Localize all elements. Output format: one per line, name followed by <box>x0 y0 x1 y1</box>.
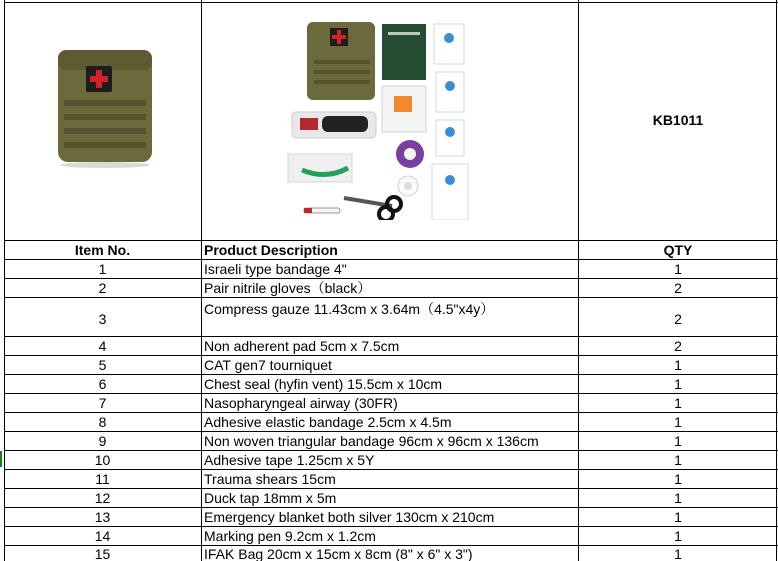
item-number: 5 <box>98 357 107 373</box>
item-description: Nasopharyngeal airway (30FR) <box>204 395 398 411</box>
item-qty: 1 <box>674 509 682 525</box>
table-header-row <box>0 241 778 259</box>
table-row <box>0 394 778 412</box>
item-description: Duck tap 18mm x 5m <box>204 490 337 506</box>
item-qty: 1 <box>674 414 682 430</box>
header-description: Product Description <box>204 242 338 258</box>
item-description: Emergency blanket both silver 130cm x 210cm <box>204 509 495 525</box>
table-row <box>0 298 778 336</box>
item-number: 8 <box>98 414 107 430</box>
item-qty: 1 <box>674 490 682 506</box>
table-row <box>0 470 778 488</box>
item-qty: 1 <box>674 261 682 277</box>
item-number: 7 <box>98 395 107 411</box>
item-number: 14 <box>94 528 111 544</box>
item-description: Compress gauze 11.43cm x 3.64m（4.5"x4y） <box>204 301 495 317</box>
item-qty: 2 <box>674 280 682 296</box>
item-number: 9 <box>98 433 107 449</box>
pouch-photo <box>50 40 160 170</box>
item-description: Israeli type bandage 4" <box>204 261 347 277</box>
kit-contents-photo <box>282 20 482 220</box>
table-row <box>0 451 778 469</box>
item-description: Chest seal (hyfin vent) 15.5cm x 10cm <box>204 376 443 392</box>
item-description: Pair nitrile gloves（black） <box>204 280 372 296</box>
table-row <box>0 527 778 545</box>
item-description: Marking pen 9.2cm x 1.2cm <box>204 528 376 544</box>
item-description: Non woven triangular bandage 96cm x 96cm x 136cm <box>204 433 539 449</box>
item-number: 13 <box>94 509 111 525</box>
item-qty: 1 <box>674 395 682 411</box>
item-number: 6 <box>98 376 107 392</box>
table-row <box>0 432 778 450</box>
item-description: IFAK Bag 20cm x 15cm x 8cm (8" x 6" x 3") <box>204 546 473 561</box>
item-description: Non adherent pad 5cm x 7.5cm <box>204 338 400 354</box>
table-row <box>0 546 778 561</box>
item-number: 3 <box>98 311 107 327</box>
item-qty: 1 <box>674 546 682 561</box>
table-row <box>0 508 778 526</box>
item-qty: 1 <box>674 357 682 373</box>
item-description: Adhesive tape 1.25cm x 5Y <box>204 452 375 468</box>
table-row <box>0 337 778 355</box>
item-number: 11 <box>95 471 110 487</box>
item-number: 4 <box>98 338 107 354</box>
item-qty: 1 <box>674 433 682 449</box>
table-row <box>0 260 778 278</box>
item-number: 2 <box>98 280 107 296</box>
item-qty: 1 <box>674 471 682 487</box>
cell-selection-marker <box>0 451 2 467</box>
item-number: 1 <box>98 261 107 277</box>
product-code: KB1011 <box>652 112 704 128</box>
item-qty: 1 <box>674 376 682 392</box>
table-row <box>0 489 778 507</box>
item-description: CAT gen7 tourniquet <box>204 357 332 373</box>
item-qty: 1 <box>674 528 682 544</box>
table-row <box>0 413 778 431</box>
item-qty: 2 <box>674 311 682 327</box>
item-description: Adhesive elastic bandage 2.5cm x 4.5m <box>204 414 452 430</box>
table-row <box>0 356 778 374</box>
item-qty: 2 <box>674 338 682 354</box>
item-description: Trauma shears 15cm <box>204 471 336 487</box>
table-row <box>0 279 778 297</box>
table-row <box>0 375 778 393</box>
item-number: 15 <box>94 546 111 561</box>
header-qty: QTY <box>663 242 693 258</box>
item-qty: 1 <box>674 452 682 468</box>
header-item-no: Item No. <box>74 242 131 258</box>
item-number: 10 <box>94 452 111 468</box>
item-number: 12 <box>94 490 111 506</box>
